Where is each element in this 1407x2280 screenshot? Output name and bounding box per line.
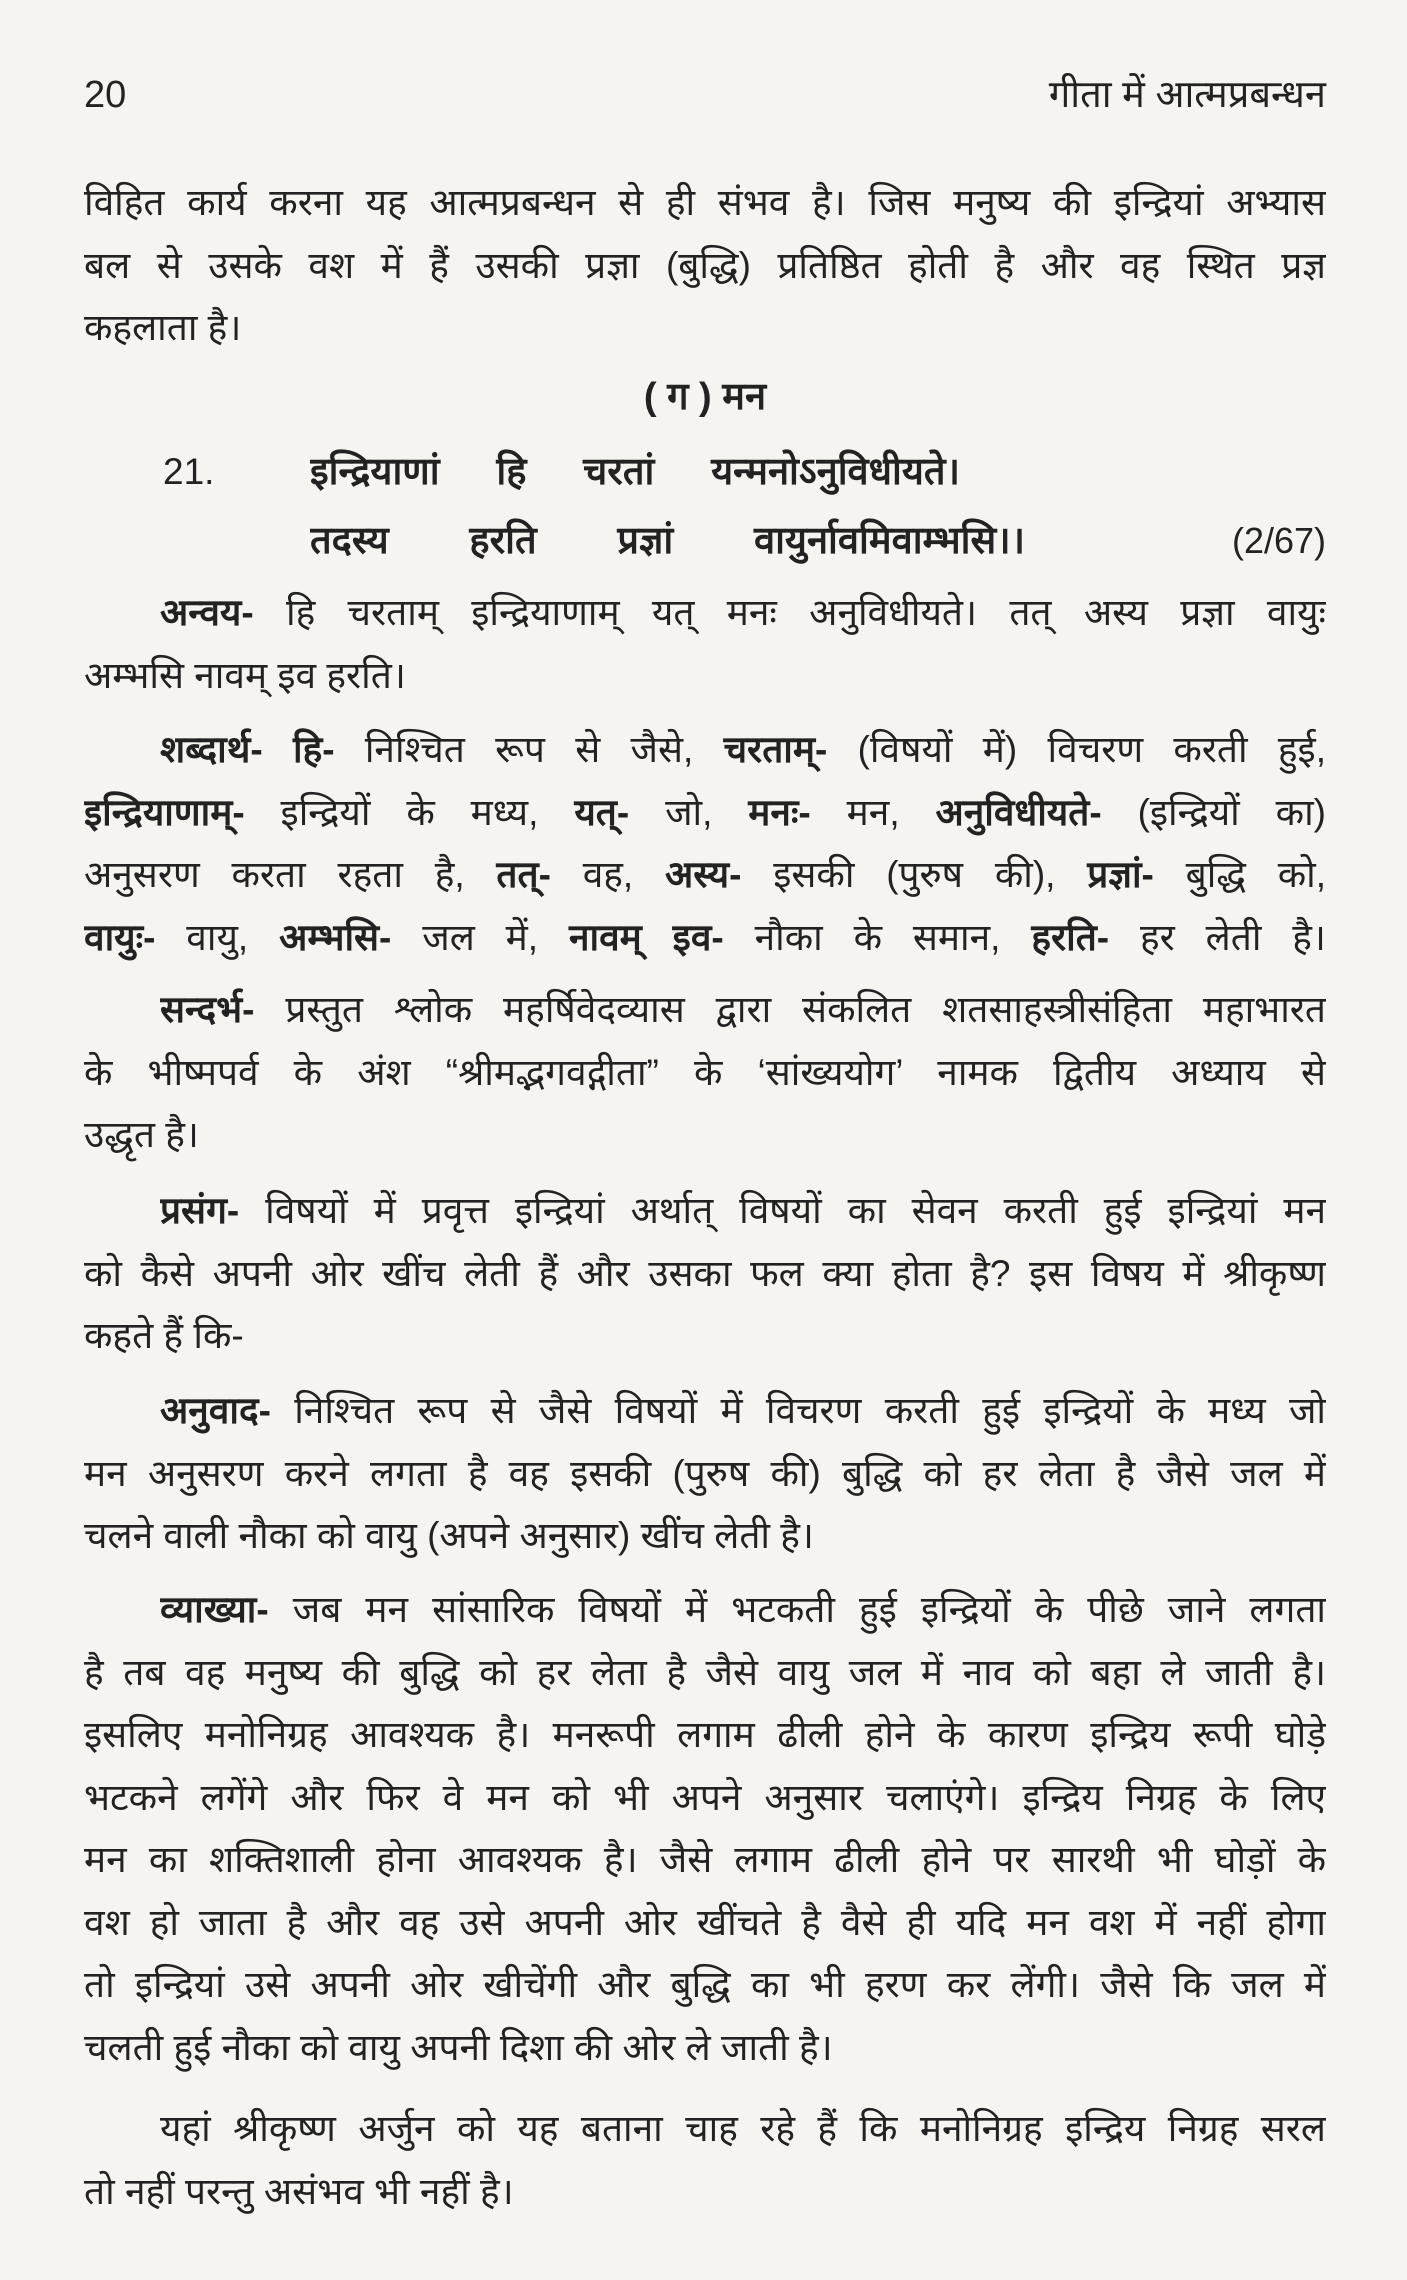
vyakhya-text: जब मन सांसारिक विषयों में भटकती हुई इन्द्रियों के पीछे जाने लगता [268,1589,1326,1630]
prasang-paragraph [84,1180,1326,1368]
sandarbh-line: उद्धृत है। [84,1114,199,1155]
shabdarth-gloss: जल में, [391,916,569,958]
shabdarth-term: नावम् इव- [568,916,724,958]
vyakhya-paragraph [84,1579,1326,2079]
sandarbh-text: प्रस्तुत श्लोक महर्षिवेदव्यास द्वारा संकलित शतसाहस्त्रीसंहिता महाभारत [254,989,1326,1030]
sandarbh-line [160,979,1326,1042]
anvaya-line [160,582,1326,645]
verse-number: 21. [163,451,215,492]
vyakhya-line [160,1579,1326,1642]
prasang-text: विषयों में प्रवृत्त इन्द्रियां अर्थात् विषयों का सेवन करती हुई इन्द्रियां मन [239,1190,1326,1231]
sandarbh-paragraph [84,979,1326,1167]
shabdarth-gloss: नौका के समान, [723,916,1032,958]
shabdarth-gloss: वायु, [155,916,280,958]
shabdarth-term: तत्- [496,854,551,895]
shabdarth-term: अस्य- [665,854,742,895]
anvaya-text: हि चरताम् इन्द्रियाणाम् यत् मनः अनुविधीयते। तत् अस्य प्रज्ञा वायुः [253,592,1326,633]
vyakhya-line: इसलिए मनोनिग्रह आवश्यक है। मनरूपी लगाम ढीली होने के कारण इन्द्रिय रूपी घोड़े [84,1714,1326,1755]
anvaya-paragraph [84,582,1326,707]
vyakhya-line: तो इन्द्रियां उसे अपनी ओर खीचेंगी और बुद्धि का भी हरण कर लेंगी। जैसे कि जल में [84,1964,1326,2005]
intro-line: कहलाता है। [84,307,242,348]
anuvad-line: चलने वाली नौका को वायु (अपने अनुसार) खींच लेती है। [84,1515,814,1556]
verse-line: इन्द्रियाणां हि चरतां यन्मनोऽनुविधीयते। [310,451,960,493]
vyakhya-line: वश हो जाता है और वह उसे अपनी ओर खींचते है वैसे ही यदि मन वश में नहीं होगा [84,1901,1326,1943]
page-number: 20 [84,74,127,116]
shabdarth-term: मनः- [748,791,811,833]
prasang-label: प्रसंग- [160,1190,240,1231]
vyakhya-line: चलती हुई नौका को वायु अपनी दिशा की ओर ले जाती है। [84,2026,833,2068]
verse-line: तदस्य हरति प्रज्ञां वायुर्नावमिवाम्भसि।। [310,520,1025,562]
shabdarth-gloss: मन, [810,791,936,833]
page-header [84,70,1326,120]
anuvad-text: निश्चित रूप से जैसे विषयों में विचरण करती हुई इन्द्रियों के मध्य जो [270,1390,1326,1431]
shabdarth-line [84,907,1326,970]
shabdarth-term: प्रज्ञां- [1087,854,1154,895]
shabdarth-gloss: निश्चित रूप से जैसे, [334,729,724,770]
anuvad-paragraph [84,1380,1326,1568]
verse-block [84,441,1326,573]
shabdarth-gloss: हर लेती है। [1109,916,1326,958]
shabdarth-term: अम्भसि- [279,916,392,958]
shabdarth-gloss: इसकी (पुरुष की), [741,854,1088,895]
anuvad-line [160,1380,1326,1443]
section-heading: ( ग ) मन [643,376,767,418]
intro-line: विहित कार्य करना यह आत्मप्रबन्धन से ही संभव है। जिस मनुष्य की इन्द्रियां अभ्यास [84,182,1326,223]
shabdarth-gloss: अनुसरण करता रहता है, [84,854,497,895]
shabdarth-gloss: जो, [629,791,749,833]
anvaya-label: अन्वय- [160,592,254,633]
shabdarth-term: यत्- [574,791,630,833]
shabdarth-gloss: (विषयों में) विचरण करती हुई, [827,729,1326,770]
shabdarth-gloss: (इन्द्रियों का) [1101,791,1326,833]
shabdarth-line [84,782,1326,845]
vyakhya-line: है तब वह मनुष्य की बुद्धि को हर लेता है जैसे वायु जल में नाव को बहा ले जाती है। [84,1651,1326,1693]
running-title: गीता में आत्मप्रबन्धन [1048,74,1326,116]
anvaya-line: अम्भसि नावम् इव हरति। [84,654,406,696]
prasang-line: कहते हैं कि- [84,1315,244,1356]
prasang-line [160,1180,1326,1243]
intro-line: बल से उसके वश में हैं उसकी प्रज्ञा (बुद्धि) प्रतिष्ठित होती है और वह स्थित प्रज्ञ [84,244,1326,286]
closing-line: यहां श्रीकृष्ण अर्जुन को यह बताना चाह रहे हैं कि मनोनिग्रह इन्द्रिय निग्रह सरल [160,2108,1326,2149]
shabdarth-gloss: बुद्धि को, [1153,854,1326,895]
vyakhya-line: भटकने लगेंगे और फिर वे मन को भी अपने अनुसार चलाएंगे। इन्द्रिय निग्रह के लिए [84,1776,1326,1818]
shabdarth-term: इन्द्रियाणाम्- [84,791,245,833]
anuvad-label: अनुवाद- [160,1390,271,1431]
verse-reference: (2/67) [1231,520,1326,561]
prasang-line: को कैसे अपनी ओर खींच लेती हैं और उसका फल क्या होता है? इस विषय में श्रीकृष्ण [84,1252,1326,1294]
shabdarth-label: शब्दार्थ- [160,729,263,770]
closing-line: तो नहीं परन्तु असंभव भी नहीं है। [84,2170,514,2212]
shabdarth-term: हि- [262,729,335,770]
shabdarth-line [160,719,1326,782]
shabdarth-gloss: वह, [550,854,665,895]
vyakhya-line: मन का शक्तिशाली होना आवश्यक है। जैसे लगाम ढीली होने पर सारथी भी घोड़ों के [84,1839,1326,1880]
shabdarth-term: हरति- [1031,916,1110,958]
shabdarth-gloss: इन्द्रियों के मध्य, [244,791,575,833]
shabdarth-paragraph [84,719,1326,969]
shabdarth-line [84,844,1326,907]
shabdarth-term: वायुः- [84,916,156,958]
sandarbh-label: सन्दर्भ- [160,989,255,1030]
shabdarth-term: अनुविधीयते- [935,791,1102,833]
anuvad-line: मन अनुसरण करने लगता है वह इसकी (पुरुष की) बुद्धि को हर लेता है जैसे जल में [84,1452,1326,1494]
vyakhya-label: व्याख्या- [160,1589,269,1630]
intro-paragraph [84,172,1326,360]
closing-paragraph [84,2098,1326,2223]
sandarbh-line: के भीष्मपर्व के अंश “श्रीमद्भगवद्गीता” के ‘सांख्ययोग’ नामक द्वितीय अध्याय से [84,1051,1326,1093]
shabdarth-term: चरताम्- [723,729,828,770]
